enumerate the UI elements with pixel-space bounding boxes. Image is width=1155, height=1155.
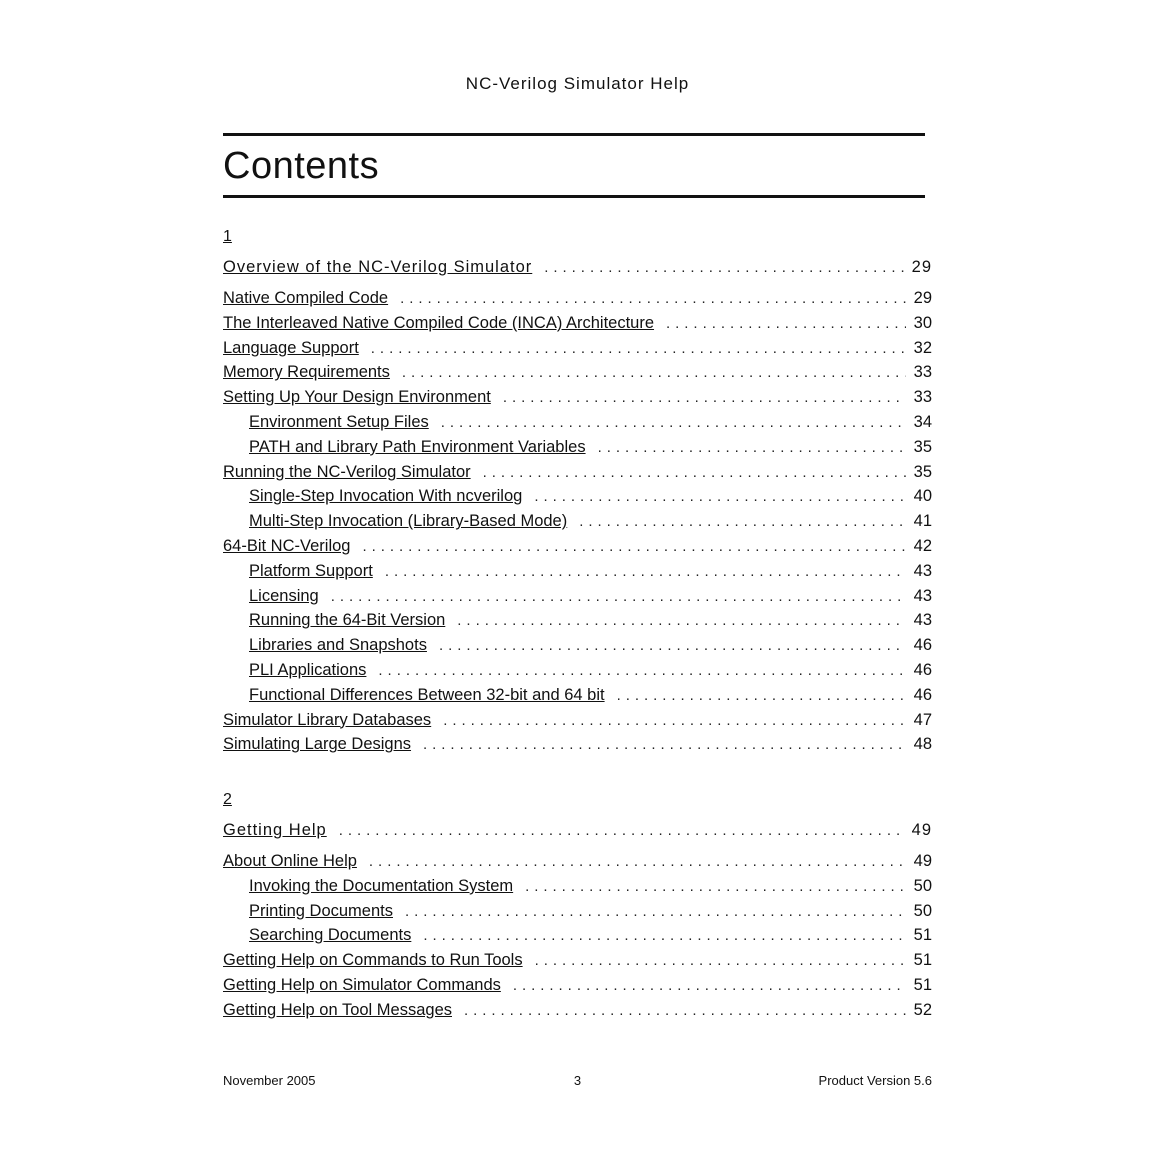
toc-page-number: 42 <box>913 537 932 555</box>
toc-entry[interactable] <box>249 611 932 633</box>
toc-entry[interactable] <box>223 976 932 998</box>
toc-page-number: 43 <box>913 586 932 605</box>
toc-page-number: 46 <box>913 636 932 655</box>
toc-page-number: 30 <box>913 313 932 332</box>
heading-rule-top <box>223 133 925 136</box>
dot-leader <box>331 588 906 605</box>
dot-leader <box>598 439 906 456</box>
toc-entry-link[interactable]: Running the NC-Verilog Simulator <box>223 462 471 481</box>
toc-entry-link[interactable]: Setting Up Your Design Environment <box>223 388 491 407</box>
dot-leader <box>513 977 906 994</box>
dot-leader <box>385 563 906 580</box>
toc-entry-link[interactable]: Searching Documents <box>249 926 412 945</box>
toc-entry[interactable] <box>223 463 932 485</box>
toc-page-number: 46 <box>913 685 932 704</box>
toc-page-number: 48 <box>913 735 932 754</box>
heading-rule-bottom <box>223 195 925 198</box>
toc-entry[interactable] <box>249 877 932 899</box>
toc-entry-link[interactable]: Libraries and Snapshots <box>249 636 427 655</box>
toc-entry-link[interactable]: Licensing <box>249 586 319 605</box>
toc-entry-link[interactable]: Language Support <box>223 338 359 357</box>
toc-page-number: 29 <box>913 289 932 307</box>
dot-leader <box>617 687 906 704</box>
dot-leader <box>534 488 906 505</box>
toc-entry-link[interactable]: Getting Help on Simulator Commands <box>223 976 501 994</box>
dot-leader <box>362 538 906 555</box>
toc-page-number: 43 <box>913 561 932 580</box>
toc-page-number: 33 <box>913 363 932 382</box>
toc-entry[interactable] <box>249 562 932 584</box>
toc-entry[interactable] <box>223 363 932 385</box>
dot-leader <box>378 662 906 679</box>
toc-entry-link[interactable]: Functional Differences Between 32-bit and 64 bit <box>249 685 605 704</box>
footer-date: November 2005 <box>223 1073 316 1088</box>
toc-page-number: 50 <box>913 876 932 895</box>
chapter-title-entry[interactable] <box>223 821 932 843</box>
toc-entry[interactable] <box>249 413 932 435</box>
dot-leader <box>666 315 906 332</box>
dot-leader <box>405 903 906 920</box>
toc-entry[interactable] <box>223 735 932 757</box>
toc-entry-link[interactable]: 64-Bit NC-Verilog <box>223 537 351 555</box>
dot-leader <box>441 414 906 431</box>
toc-page-number: 51 <box>913 976 932 994</box>
toc-entry-link[interactable]: Single-Step Invocation With ncverilog <box>249 487 523 506</box>
toc-entry-link[interactable]: The Interleaved Native Compiled Code (INCA) Architecture <box>223 313 655 332</box>
toc-page-number: 51 <box>913 951 932 970</box>
toc-entry-link[interactable]: PLI Applications <box>249 661 367 679</box>
toc-entry[interactable] <box>249 438 932 460</box>
dot-leader <box>371 340 906 357</box>
dot-leader <box>439 637 906 654</box>
chapter-title-link[interactable]: Getting Help <box>223 821 327 839</box>
toc-page-number: 29 <box>911 258 932 276</box>
toc-entry[interactable] <box>223 388 932 410</box>
dot-leader <box>402 364 906 381</box>
dot-leader <box>525 878 906 895</box>
dot-leader <box>400 290 906 307</box>
toc-entry-link[interactable]: Multi-Step Invocation (Library-Based Mode) <box>249 512 568 531</box>
page-title: Contents <box>223 145 380 187</box>
toc-entry[interactable] <box>223 339 932 361</box>
toc-page-number: 32 <box>913 338 932 357</box>
toc-page-number: 34 <box>913 413 932 431</box>
dot-leader <box>457 612 906 629</box>
toc-page-number: 47 <box>913 710 932 729</box>
dot-leader <box>579 513 906 530</box>
toc-page-number: 41 <box>913 512 932 531</box>
page-header: NC-Verilog Simulator Help <box>465 74 690 93</box>
toc-entry[interactable] <box>249 661 932 683</box>
toc-entry-link[interactable]: About Online Help <box>223 852 357 870</box>
dot-leader <box>535 952 906 969</box>
toc-entry[interactable] <box>223 537 932 559</box>
footer-version: Product Version 5.6 <box>818 1073 932 1088</box>
toc-entry-link[interactable]: Printing Documents <box>249 901 393 920</box>
toc-entry-link[interactable]: Invoking the Documentation System <box>249 876 514 895</box>
toc-entry-link[interactable]: Getting Help on Tool Messages <box>223 1000 452 1019</box>
toc-entry-link[interactable]: Environment Setup Files <box>249 413 429 431</box>
toc-page-number: 49 <box>911 821 932 839</box>
toc-entry[interactable] <box>249 487 932 509</box>
toc-page-number: 52 <box>913 1000 932 1019</box>
dot-leader <box>369 853 906 870</box>
toc-entry[interactable] <box>223 711 932 733</box>
toc-entry-link[interactable]: Simulator Library Databases <box>223 710 432 729</box>
chapter-number[interactable]: 2 <box>223 791 232 808</box>
toc-entry-link[interactable]: Memory Requirements <box>223 363 390 382</box>
toc-page-number: 50 <box>913 901 932 920</box>
toc-page-number: 46 <box>913 661 932 679</box>
toc-entry[interactable] <box>249 902 932 924</box>
dot-leader <box>339 822 906 839</box>
toc-entry[interactable] <box>249 587 932 609</box>
dot-leader <box>503 389 906 406</box>
toc-page-number: 43 <box>913 611 932 630</box>
toc-page-number: 35 <box>913 462 932 481</box>
dot-leader <box>423 736 906 753</box>
toc-page-number: 51 <box>913 926 932 945</box>
toc-entry[interactable] <box>223 951 932 973</box>
dot-leader <box>423 927 906 944</box>
dot-leader <box>443 712 906 729</box>
toc-entry[interactable] <box>223 314 932 336</box>
toc-entry-link[interactable]: Running the 64-Bit Version <box>249 611 446 630</box>
toc-page-number: 35 <box>913 437 932 456</box>
toc-page-number: 40 <box>913 487 932 506</box>
dot-leader <box>464 1002 906 1019</box>
toc-entry[interactable] <box>249 512 932 534</box>
toc-entry-link[interactable]: Simulating Large Designs <box>223 735 412 754</box>
chapter-number[interactable]: 1 <box>223 228 232 245</box>
toc-entry[interactable] <box>249 636 932 658</box>
dot-leader <box>544 259 905 276</box>
toc-entry[interactable] <box>249 926 932 948</box>
toc-entry-link[interactable]: Native Compiled Code <box>223 289 389 307</box>
toc-entry[interactable] <box>223 1001 932 1023</box>
toc-entry[interactable] <box>223 852 932 874</box>
dot-leader <box>483 464 906 481</box>
toc-entry-link[interactable]: Platform Support <box>249 561 373 580</box>
footer-page-number: 3 <box>573 1073 582 1088</box>
toc-entry[interactable] <box>249 686 932 708</box>
toc-entry-link[interactable]: PATH and Library Path Environment Variables <box>249 437 586 456</box>
chapter-title-entry[interactable] <box>223 258 932 280</box>
toc-entry-link[interactable]: Getting Help on Commands to Run Tools <box>223 951 523 970</box>
toc-entry[interactable] <box>223 289 932 311</box>
toc-page-number: 49 <box>913 852 932 870</box>
toc-page-number: 33 <box>913 388 932 407</box>
chapter-title-link[interactable]: Overview of the NC-Verilog Simulator <box>223 258 533 276</box>
